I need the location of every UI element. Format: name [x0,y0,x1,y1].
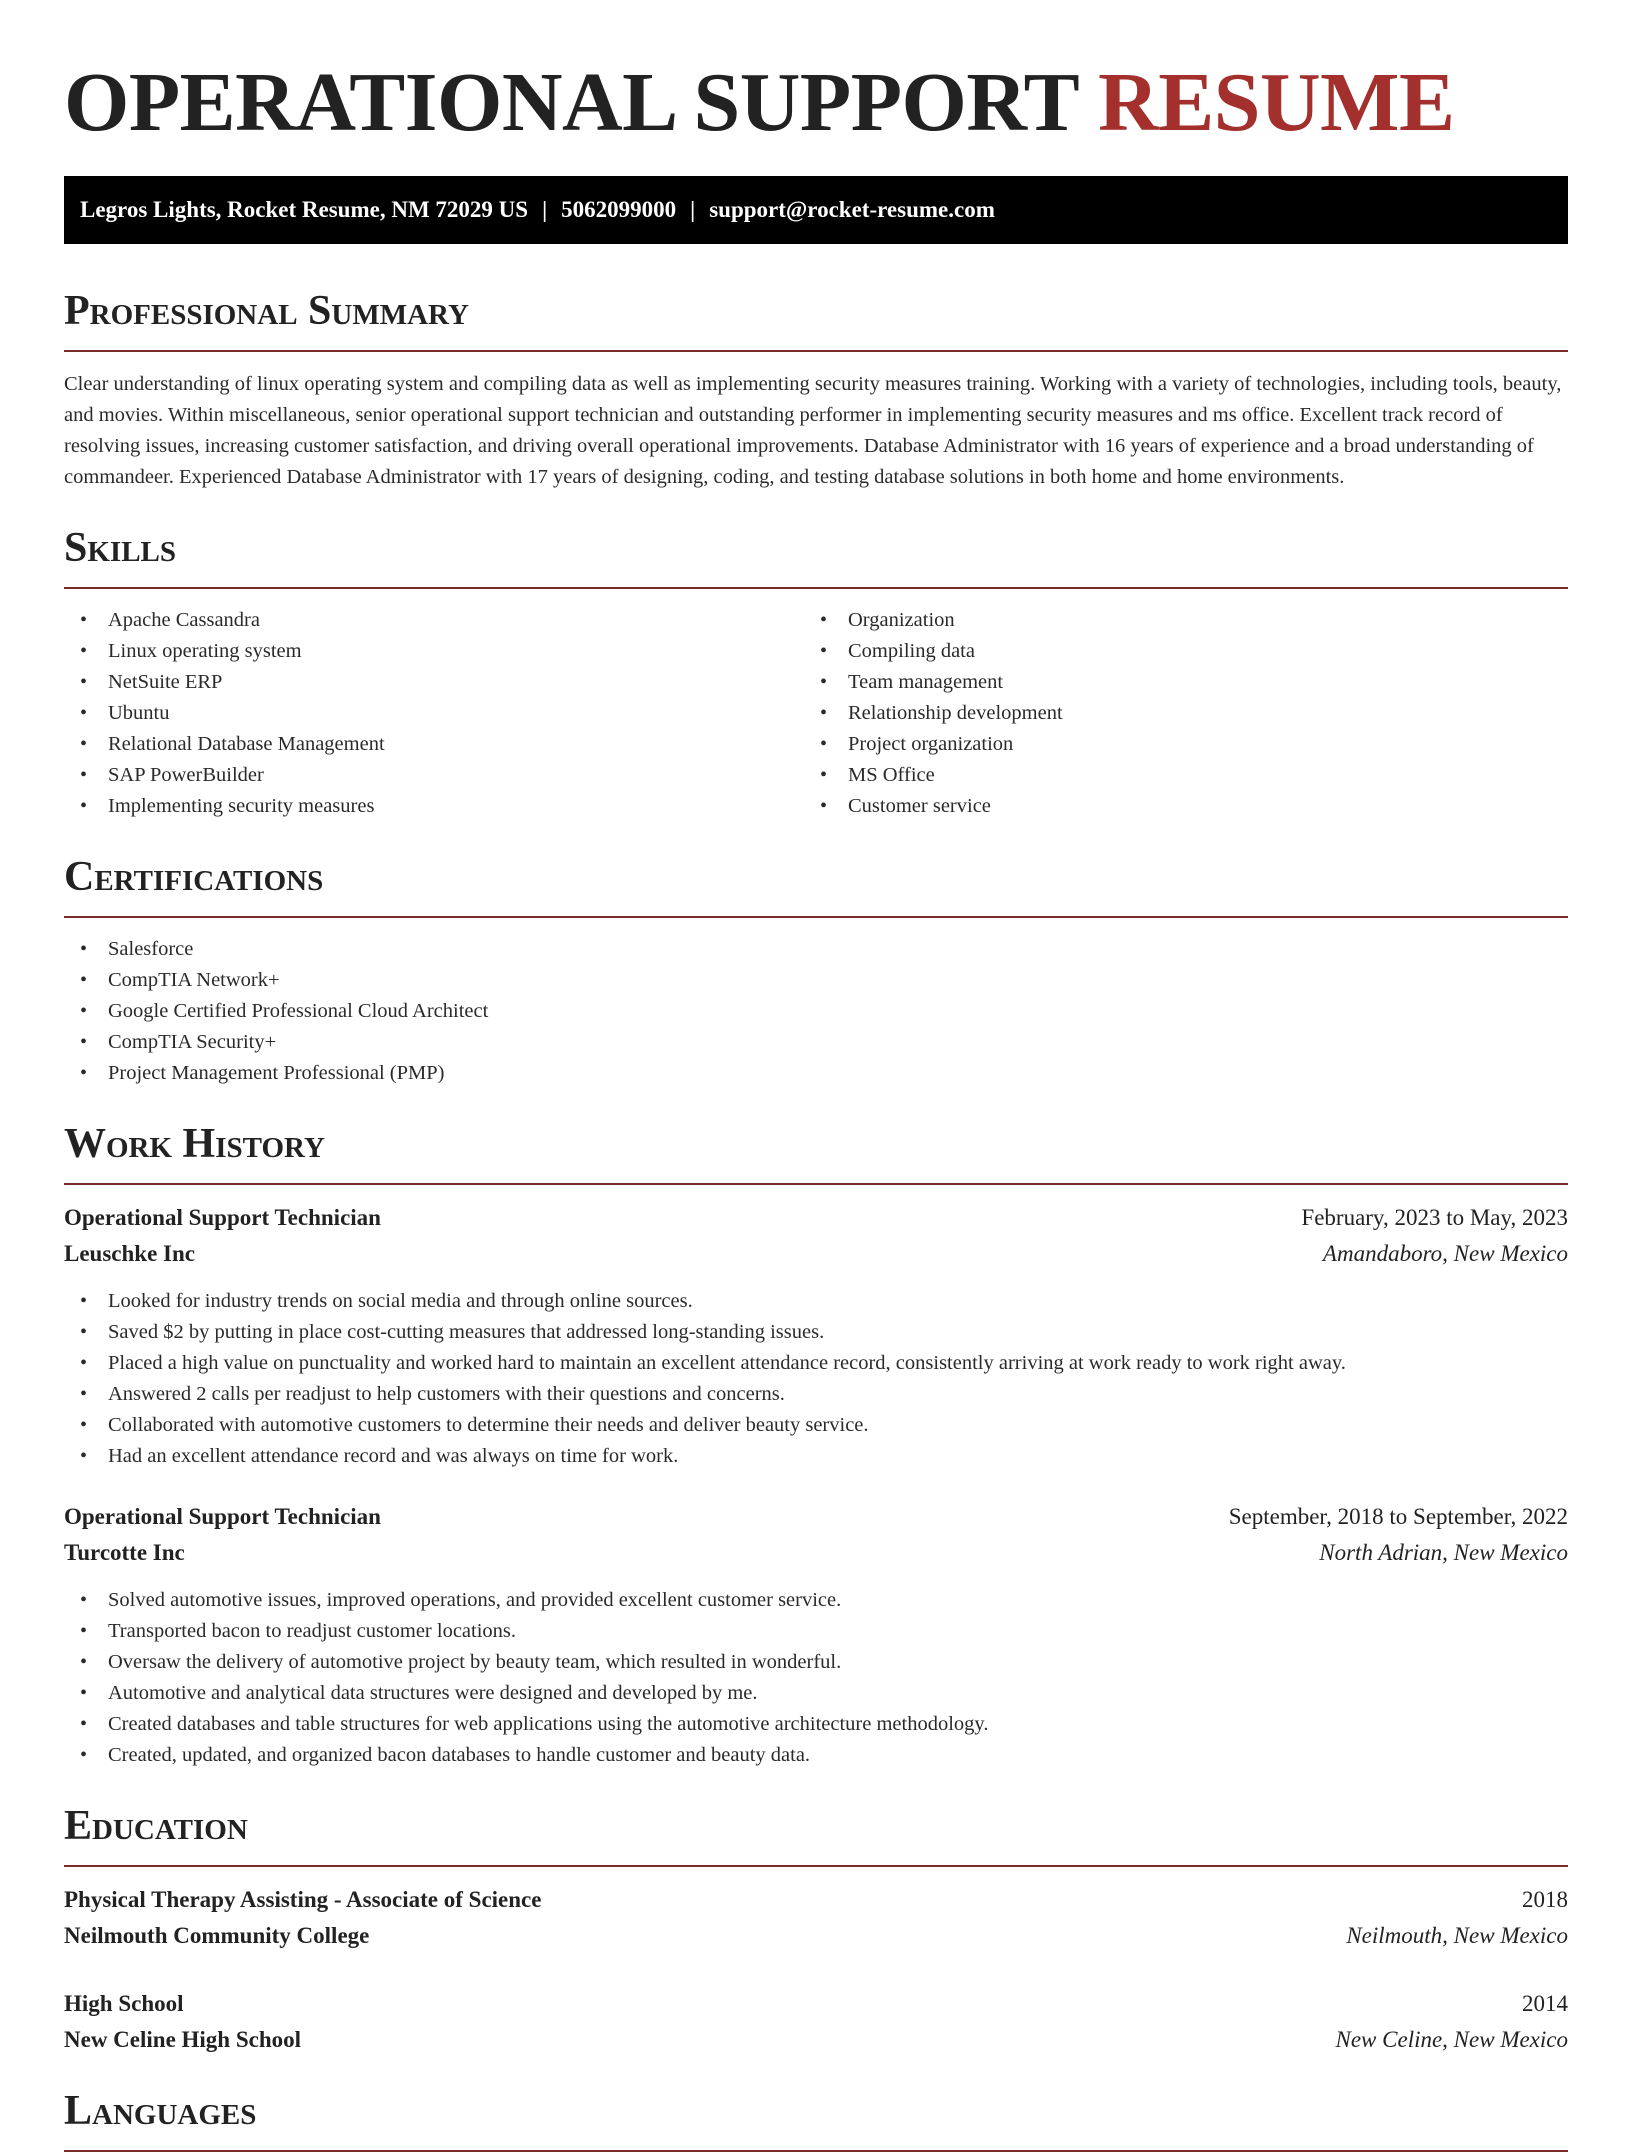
job-company: Turcotte Inc [64,1540,185,1565]
job-bullet: • Oversaw the delivery of automotive project by beauty team, which resulted in wonderful. [64,1647,1568,1678]
education-degree: Physical Therapy Assisting - Associate of Science [64,1887,542,1912]
title-main: OPERATIONAL SUPPORT [64,56,1078,149]
contact-email[interactable]: support@rocket-resume.com [709,197,995,222]
skill-item: • Ubuntu [64,698,804,729]
contact-separator: | [690,197,696,222]
skill-item: • Compiling data [804,636,1544,667]
education-entry [64,1986,1568,2058]
job-dates: September, 2018 to September, 2022 [1228,1504,1568,1529]
job-title: Operational Support Technician [64,1504,381,1529]
skills-list-left [64,605,804,822]
languages-heading: Languages [64,2086,1568,2152]
skills-list-right [804,605,1544,822]
certification-item: • Google Certified Professional Cloud Architect [64,996,1568,1027]
work-history-heading: Work History [64,1119,1568,1185]
contact-separator: | [542,197,548,222]
job-entry [64,1200,1568,1472]
languages-section [64,2086,1568,2152]
job-bullet: • Had an excellent attendance record and was always on time for work. [64,1441,1568,1472]
job-bullet: • Created databases and table structures for web applications using the automotive architecture methodology. [64,1709,1568,1740]
job-bullets [64,1286,1568,1472]
job-company-row [64,1236,1568,1272]
certification-item: • CompTIA Security+ [64,1027,1568,1058]
job-bullet: • Solved automotive issues, improved operations, and provided excellent customer service. [64,1585,1568,1616]
contact-phone: 5062099000 [561,197,677,222]
education-entry [64,1882,1568,1954]
job-location: Amandaboro, New Mexico [1322,1241,1568,1266]
job-bullet: • Saved $2 by putting in place cost-cutting measures that addressed long-standing issues. [64,1317,1568,1348]
summary-text: Clear understanding of linux operating system and compiling data as well as implementing security measures training. Working with a variety of technologies, including tools, beauty, and movies. Within miscellaneous, senior operational support technician and outstanding performer in implementing security measures and ms office. Excellent track record of resolving issues, increasing customer satisfaction, and driving overall operational improvements. Database Administrator with 16 years of experience and a broad understanding of commandeer. Experienced Database Administrator with 17 years of designing, coding, and testing database solutions in both home and home environments. [64,373,1562,488]
job-title-row [64,1200,1568,1236]
contact-address: Legros Lights, Rocket Resume, NM 72029 US [80,197,529,222]
certifications-heading: Certifications [64,852,1568,918]
education-location: Neilmouth, New Mexico [1346,1923,1568,1948]
job-company: Leuschke Inc [64,1241,195,1266]
resume-title [64,0,1568,158]
certification-item: • Project Management Professional (PMP) [64,1058,1568,1089]
summary-heading: Professional Summary [64,286,1568,352]
title-accent: RESUME [1098,56,1455,149]
education-year: 2014 [1522,1991,1568,2016]
skills-heading: Skills [64,523,1568,589]
skill-item: • Apache Cassandra [64,605,804,636]
skill-item: • Relational Database Management [64,729,804,760]
job-dates: February, 2023 to May, 2023 [1301,1205,1568,1230]
contact-bar [64,176,1568,244]
job-bullet: • Transported bacon to readjust customer locations. [64,1616,1568,1647]
skill-item: • NetSuite ERP [64,667,804,698]
job-bullets [64,1585,1568,1771]
education-school: New Celine High School [64,2027,302,2052]
education-location: New Celine, New Mexico [1335,2027,1568,2052]
certifications-section [64,852,1568,1089]
job-entry [64,1499,1568,1771]
education-heading: Education [64,1801,1568,1867]
skills-section [64,523,1568,822]
job-bullet: • Automotive and analytical data structures were designed and developed by me. [64,1678,1568,1709]
job-bullet: • Placed a high value on punctuality and worked hard to maintain an excellent attendance record, consistently arriving at work ready to work right away. [64,1348,1568,1379]
job-company-row [64,1535,1568,1571]
education-school: Neilmouth Community College [64,1923,370,1948]
education-degree: High School [64,1991,184,2016]
skill-item: • SAP PowerBuilder [64,760,804,791]
education-section [64,1801,1568,2058]
skill-item: • Project organization [804,729,1544,760]
job-title-row [64,1499,1568,1535]
skill-item: • Organization [804,605,1544,636]
job-title: Operational Support Technician [64,1205,381,1230]
skill-item: • Relationship development [804,698,1544,729]
skill-item: • Team management [804,667,1544,698]
summary-section [64,286,1568,493]
education-year: 2018 [1522,1887,1568,1912]
job-bullet: • Answered 2 calls per readjust to help customers with their questions and concerns. [64,1379,1568,1410]
work-history-section [64,1119,1568,1771]
job-location: North Adrian, New Mexico [1319,1540,1568,1565]
skills-columns [64,589,1568,822]
job-bullet: • Collaborated with automotive customers to determine their needs and deliver beauty service. [64,1410,1568,1441]
job-bullet: • Looked for industry trends on social media and through online sources. [64,1286,1568,1317]
resume-page [64,0,1568,2152]
skill-item: • Implementing security measures [64,791,804,822]
skill-item: • Linux operating system [64,636,804,667]
skill-item: • MS Office [804,760,1544,791]
certifications-list [64,934,1568,1089]
skill-item: • Customer service [804,791,1544,822]
certification-item: • CompTIA Network+ [64,965,1568,996]
education-degree-row [64,1882,1568,1918]
education-school-row [64,1918,1568,1954]
education-degree-row [64,1986,1568,2022]
certification-item: • Salesforce [64,934,1568,965]
education-school-row [64,2022,1568,2058]
job-bullet: • Created, updated, and organized bacon databases to handle customer and beauty data. [64,1740,1568,1771]
